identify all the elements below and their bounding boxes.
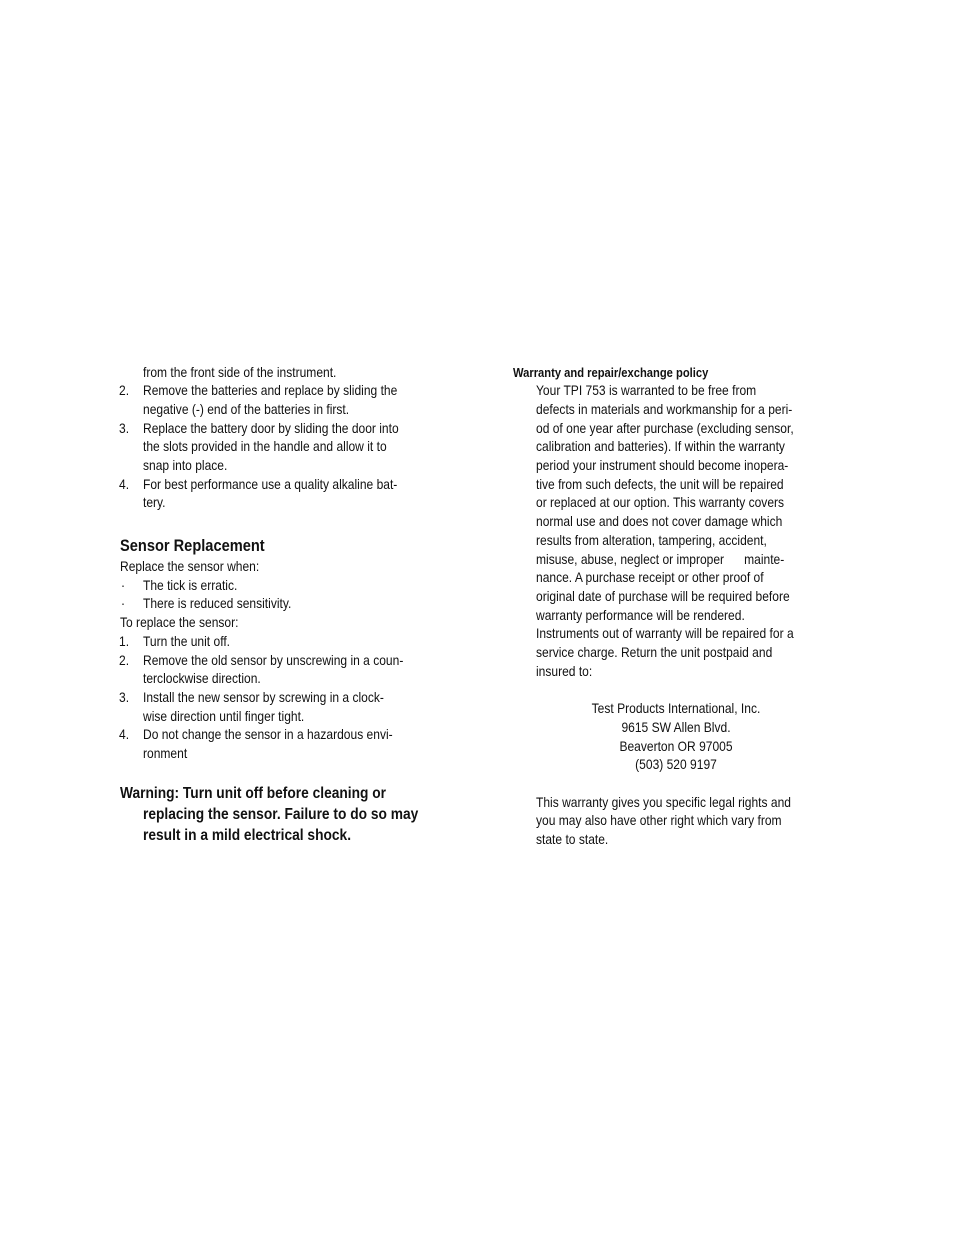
sensor-step-number: 2. — [119, 652, 130, 668]
battery-step-number: 3. — [119, 420, 130, 436]
battery-step-text: negative (-) end of the batteries in first. — [143, 401, 350, 417]
warranty-text-line: results from alteration, tampering, accident, — [536, 532, 767, 548]
sensor-step-number: 1. — [119, 633, 130, 649]
warranty-text-line: insured to: — [536, 663, 593, 679]
warranty-text-line: service charge. Return the unit postpaid and — [536, 644, 773, 660]
battery-step-text: tery. — [143, 494, 166, 510]
warranty-text-line: normal use and does not cover damage which — [536, 513, 783, 529]
warning-line: Warning: Turn unit off before cleaning or — [120, 785, 387, 802]
warranty-text-line: original date of purchase will be required before — [536, 588, 790, 604]
bullet-dot: · — [121, 595, 126, 611]
warranty-text-line: calibration and batteries). If within the warranty — [536, 438, 785, 454]
warranty-closing-line: state to state. — [536, 831, 609, 847]
warranty-text-line: or replaced at our option. This warranty covers — [536, 494, 785, 510]
company-name: Test Products International, Inc. — [591, 700, 761, 716]
warranty-text-line: Your TPI 753 is warranted to be free from — [536, 382, 757, 398]
sensor-step-text: Turn the unit off. — [143, 633, 231, 649]
sensor-replacement-heading: Sensor Replacement — [120, 536, 265, 555]
warning-line: result in a mild electrical shock. — [143, 827, 352, 844]
sensor-step-number: 3. — [119, 689, 130, 705]
warranty-text-line: period your instrument should become inopera- — [536, 457, 789, 473]
sensor-replace-intro: Replace the sensor when: — [120, 558, 260, 574]
battery-step-text: the slots provided in the handle and allow it to — [143, 438, 387, 454]
warranty-text-line: defects in materials and workmanship for a peri- — [536, 401, 793, 417]
sensor-step-text: ronment — [143, 745, 188, 761]
battery-step-number: 4. — [119, 476, 130, 492]
warranty-text-line: warranty performance will be rendered. — [536, 607, 745, 623]
battery-step-text: For best performance use a quality alkaline bat- — [143, 476, 398, 492]
sensor-step-text: Install the new sensor by screwing in a clock- — [143, 689, 384, 705]
battery-step-text: snap into place. — [143, 457, 228, 473]
sensor-replace-lead: To replace the sensor: — [120, 614, 239, 630]
battery-step-text: Remove the batteries and replace by sliding the — [143, 382, 398, 398]
warranty-text-line: od of one year after purchase (excluding sensor, — [536, 420, 794, 436]
sensor-step-text: terclockwise direction. — [143, 670, 261, 686]
warranty-closing-line: you may also have other right which vary from — [536, 812, 782, 828]
phone-number: (503) 520 9197 — [635, 756, 717, 772]
battery-step-number: 2. — [119, 382, 130, 398]
warranty-closing-line: This warranty gives you specific legal rights and — [536, 794, 791, 810]
battery-step-1-continuation: from the front side of the instrument. — [143, 364, 337, 380]
battery-step-text: Replace the battery door by sliding the door into — [143, 420, 399, 436]
sensor-condition: There is reduced sensitivity. — [143, 595, 292, 611]
warranty-heading: Warranty and repair/exchange policy — [513, 365, 709, 380]
warranty-text-line: nance. A purchase receipt or other proof of — [536, 569, 764, 585]
city-state-zip: Beaverton OR 97005 — [619, 738, 733, 754]
sensor-step-text: Remove the old sensor by unscrewing in a coun- — [143, 652, 404, 668]
sensor-step-number: 4. — [119, 726, 130, 742]
warranty-text-line: misuse, abuse, neglect or improper mainte- — [536, 551, 785, 567]
sensor-step-text: wise direction until finger tight. — [143, 708, 305, 724]
sensor-step-text: Do not change the sensor in a hazardous envi- — [143, 726, 393, 742]
warranty-text-line: Instruments out of warranty will be repaired for a — [536, 625, 794, 641]
street-address: 9615 SW Allen Blvd. — [621, 719, 731, 735]
sensor-condition: The tick is erratic. — [143, 577, 238, 593]
warranty-text-line: tive from such defects, the unit will be repaired — [536, 476, 784, 492]
bullet-dot: · — [121, 577, 126, 593]
warning-line: replacing the sensor. Failure to do so may — [143, 806, 419, 823]
